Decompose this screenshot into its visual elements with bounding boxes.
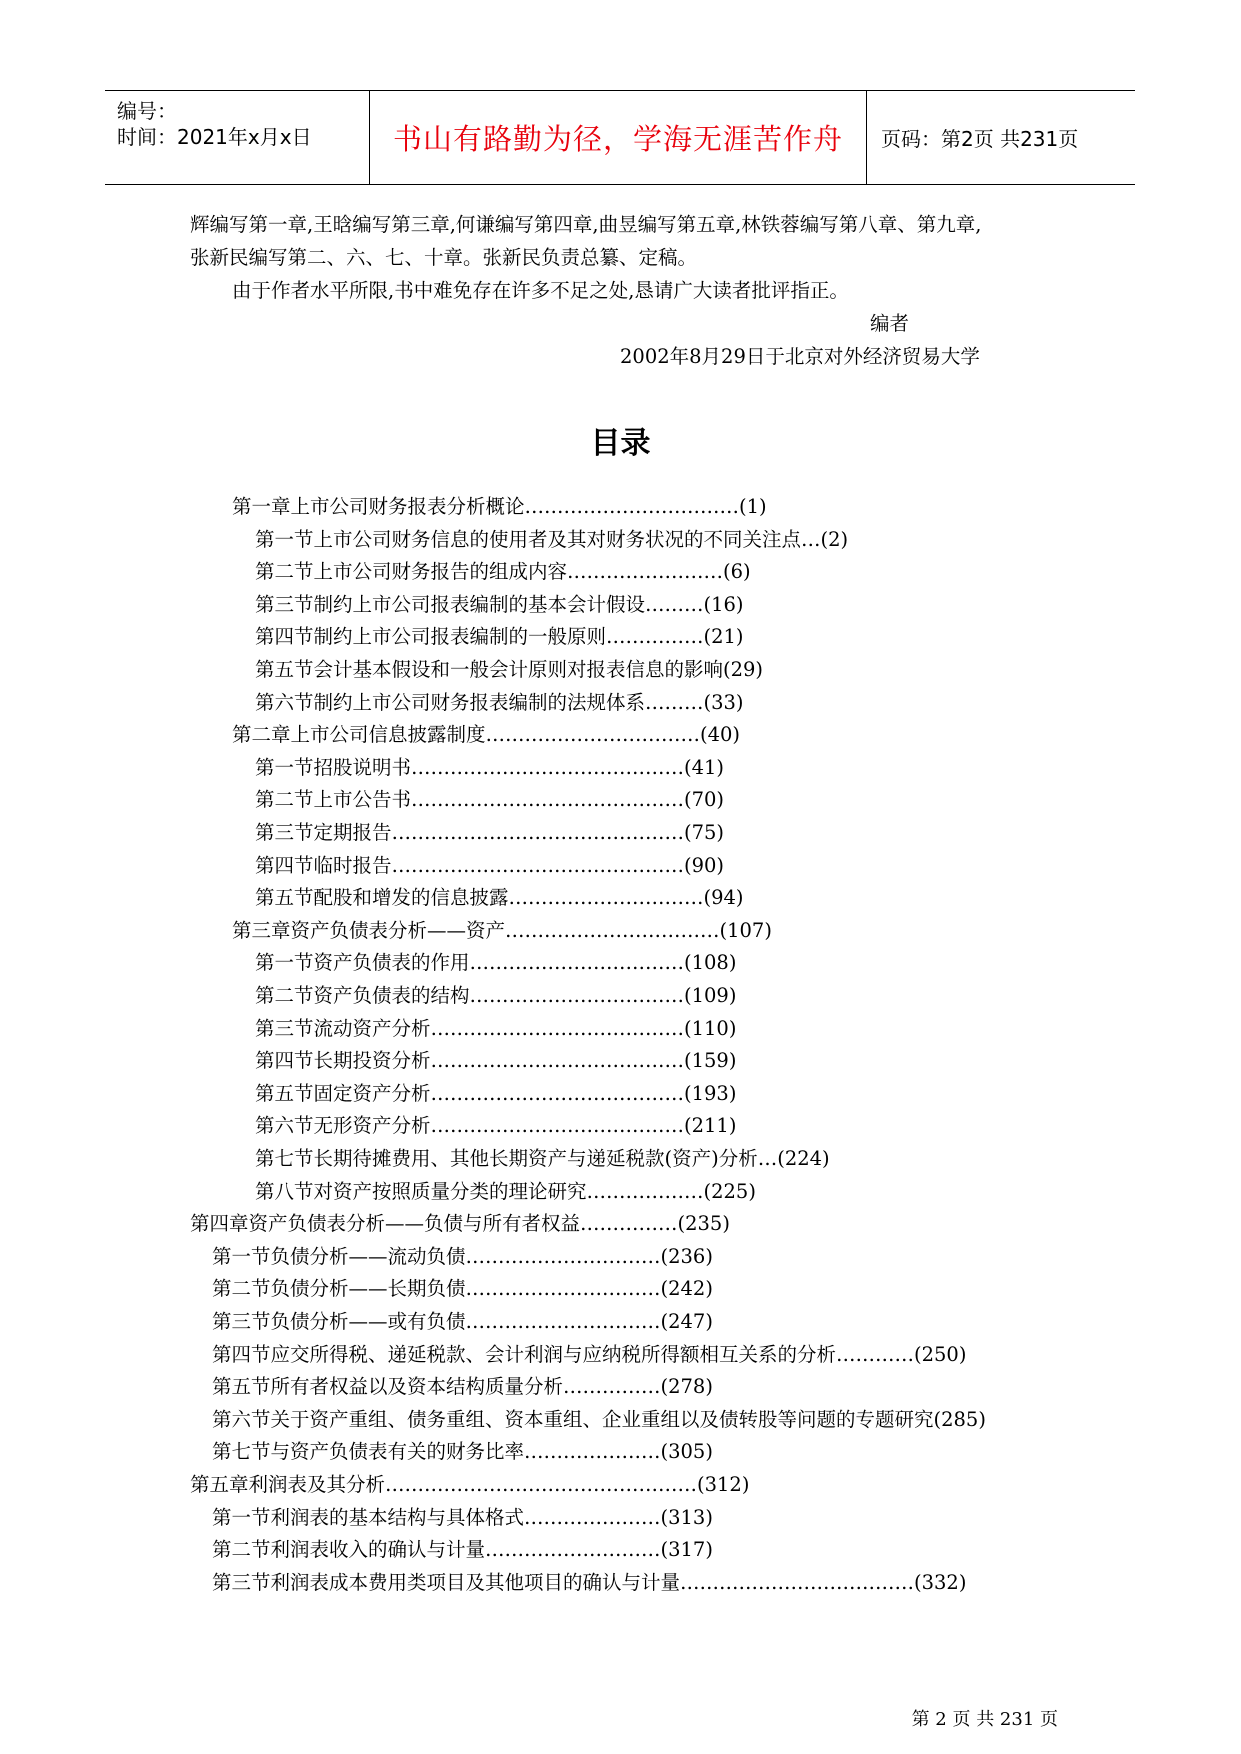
toc-entry: 第一节上市公司财务信息的使用者及其对财务状况的不同关注点…(2) — [255, 527, 849, 551]
toc-entry: 第四节临时报告………………………………………(90) — [255, 853, 725, 877]
header-motto: 书山有路勤为径，学海无涯苦作舟 — [392, 122, 843, 156]
toc-entry: 第二节资产负债表的结构……………………………(109) — [255, 984, 737, 1007]
toc-entry: 第五节配股和增发的信息披露…………………………(94) — [255, 886, 744, 910]
toc-entry: 第二节利润表收入的确认与计量………………………(317) — [212, 1538, 713, 1562]
toc-entry: 第三节流动资产分析…………………………………(110) — [255, 1016, 737, 1040]
toc-entry: 第一节利润表的基本结构与具体格式…………………(313) — [212, 1505, 713, 1529]
toc-title: 目录 — [590, 426, 651, 461]
toc-entry: 第六节制约上市公司财务报表编制的法规体系………(33) — [255, 690, 744, 714]
toc-entry: 第一节招股说明书……………………………………(41) — [255, 755, 725, 779]
toc-entry: 第三章资产负债表分析——资产……………………………(107) — [232, 918, 772, 942]
toc-entry: 第一节资产负债表的作用……………………………(108) — [255, 951, 737, 975]
toc-entry: 第二节上市公告书……………………………………(70) — [255, 788, 725, 812]
toc-entry: 第六节关于资产重组、债务重组、资本重组、企业重组以及债转股等问题的专题研究(285) — [212, 1407, 986, 1431]
toc-entry: 第八节对资产按照质量分类的理论研究………………(225) — [255, 1179, 756, 1203]
header-meta-cell — [105, 91, 369, 184]
toc-entry: 第四章资产负债表分析——负债与所有者权益……………(235) — [190, 1212, 730, 1236]
toc-entry: 第四节应交所得税、递延税款、会计利润与应纳税所得额相互关系的分析…………(250) — [212, 1342, 967, 1366]
toc-entry: 第三节定期报告………………………………………(75) — [255, 821, 725, 844]
toc-entry: 第四节长期投资分析…………………………………(159) — [255, 1049, 737, 1073]
preface-line-3: 由于作者水平所限,书中难免存在许多不足之处,恳请广大读者批评指正。 — [232, 279, 849, 302]
toc-entry: 第七节长期待摊费用、其他长期资产与递延税款(资产)分析…(224) — [255, 1147, 830, 1170]
toc-entry: 第五节固定资产分析…………………………………(193) — [255, 1081, 737, 1105]
preface-signature: 编者 — [870, 312, 910, 335]
toc-entry: 第四节制约上市公司报表编制的一般原则……………(21) — [255, 625, 744, 649]
toc-entry: 第五节会计基本假设和一般会计原则对报表信息的影响(29) — [255, 658, 764, 681]
preface-date: 2002年8月29日于北京对外经济贸易大学 — [620, 345, 980, 368]
toc-entry: 第七节与资产负债表有关的财务比率…………………(305) — [212, 1440, 713, 1464]
document-number-label: 编号： — [117, 99, 177, 123]
header-page-code: 页码：第2页 共231页 — [881, 127, 1079, 151]
header-motto-cell — [369, 91, 867, 184]
preface-line-1: 辉编写第一章,王晗编写第三章,何谦编写第四章,曲昱编写第五章,林铁蓉编写第八章、第九章, — [190, 213, 982, 236]
toc-entry: 第五章利润表及其分析…………………………………………(312) — [190, 1473, 750, 1496]
header-page-cell — [867, 91, 1135, 184]
toc-entry: 第三节负债分析——或有负债…………………………(247) — [212, 1310, 713, 1333]
toc-entry: 第五节所有者权益以及资本结构质量分析……………(278) — [212, 1375, 713, 1399]
footer-page-number: 第 2 页 共 231 页 — [911, 1709, 1058, 1730]
document-time-label: 时间：2021年x月x日 — [117, 125, 312, 149]
preface-line-2: 张新民编写第二、六、七、十章。张新民负责总纂、定稿。 — [190, 246, 698, 269]
toc-entry: 第六节无形资产分析…………………………………(211) — [255, 1114, 737, 1138]
toc-entry: 第二节负债分析——长期负债…………………………(242) — [212, 1277, 713, 1301]
toc-entry: 第二节上市公司财务报告的组成内容……………………(6) — [255, 560, 751, 584]
toc-entry: 第三节利润表成本费用类项目及其他项目的确认与计量………………………………(332) — [212, 1570, 967, 1594]
toc-entry: 第三节制约上市公司报表编制的基本会计假设………(16) — [255, 592, 744, 616]
toc-entry: 第一章上市公司财务报表分析概论……………………………(1) — [232, 495, 767, 518]
toc-entry: 第一节负债分析——流动负债…………………………(236) — [212, 1244, 713, 1268]
toc-entry: 第二章上市公司信息披露制度……………………………(40) — [232, 723, 741, 747]
header-table — [105, 90, 1135, 185]
